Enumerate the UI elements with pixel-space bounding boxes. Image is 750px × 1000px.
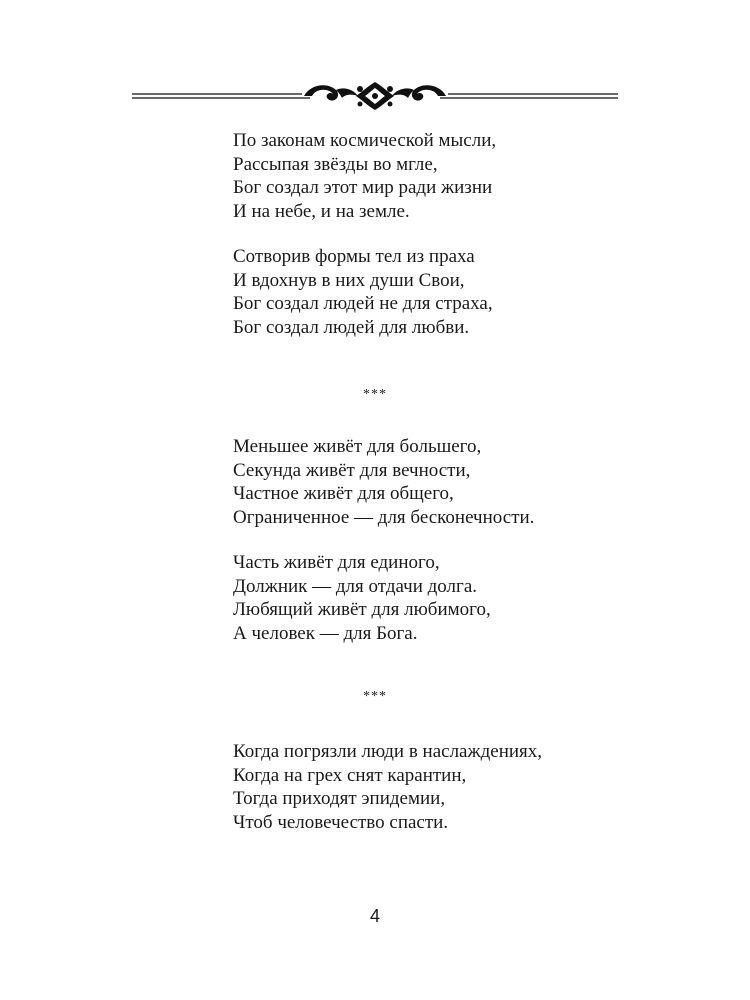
ornamental-divider-icon [132, 74, 618, 114]
poem-line: Рассыпая звёзды во мгле, [233, 153, 438, 175]
stanza-5 [233, 740, 542, 834]
poem-line: Сотворив формы тел из праха [233, 246, 475, 267]
stanza-1 [233, 129, 496, 223]
page-number: 4 [369, 906, 380, 926]
stanza-3 [233, 435, 534, 529]
poem-line: Должник — для отдачи долга. [233, 575, 478, 597]
stanza-4 [233, 551, 491, 645]
poem-line: Секунда живёт для вечности, [233, 459, 471, 481]
section-separator: *** [363, 387, 387, 402]
poem-line: Бог создал этот мир ради жизни [233, 177, 493, 198]
poem-line: Ограниченное — для бесконечности. [233, 506, 535, 528]
stanza-2 [233, 245, 493, 339]
poem-line: Когда на грех снят карантин, [233, 764, 467, 786]
poem-line: А человек — для Бога. [233, 622, 418, 644]
poem-line: Бог создал людей не для страха, [233, 293, 493, 314]
poem-line: Меньшее живёт для большего, [233, 436, 482, 457]
poem-line: И на небе, и на земле. [233, 200, 410, 222]
poem-line: Тогда приходят эпидемии, [233, 788, 446, 809]
poem-line: По законам космической мысли, [233, 130, 497, 151]
poem-line: Часть живёт для единого, [233, 552, 440, 573]
section-separator: *** [363, 689, 387, 704]
poem-line: Чтоб человечество спасти. [233, 811, 449, 833]
poem-line: Любящий живёт для любимого, [233, 599, 491, 620]
poem-line: И вдохнув в них души Свои, [233, 269, 465, 291]
poem-line: Частное живёт для общего, [233, 483, 454, 504]
poem-line: Когда погрязли люди в наслаждениях, [233, 741, 543, 762]
poem-line: Бог создал людей для любви. [233, 316, 470, 338]
